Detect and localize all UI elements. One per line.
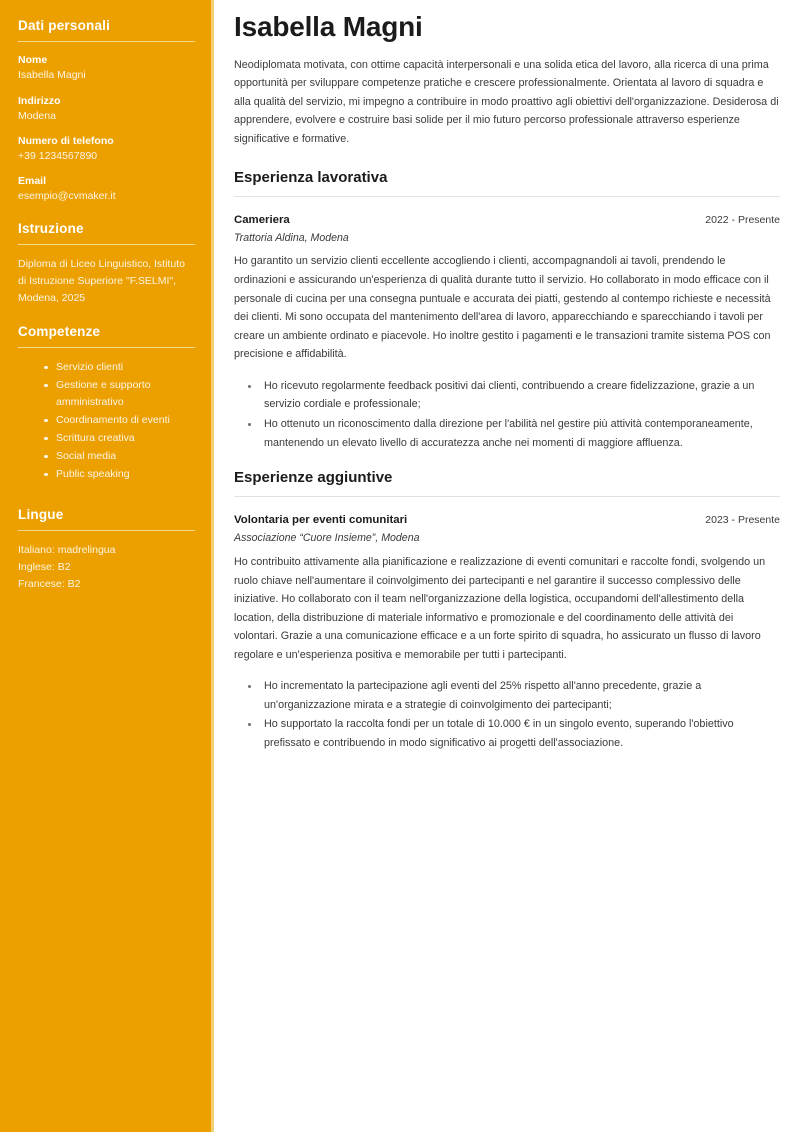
- sidebar-heading-languages: Lingue: [18, 506, 64, 522]
- additional-entry-bullets: [234, 677, 780, 752]
- additional-bullet-item: Ho supportato la raccolta fondi per un totale di 10.000 € in un singolo evento, superando l'obiettivo prefissato e contribuendo in modo significativo ai progetti dell'associazione.: [248, 715, 780, 752]
- additional-entry-title: Volontaria per eventi comunitari: [234, 514, 408, 527]
- sidebar-divider-languages: [18, 530, 195, 531]
- skill-item: Coordinamento di eventi: [44, 412, 195, 429]
- sidebar-heading-education: Istruzione: [18, 220, 84, 236]
- main-content: [214, 0, 800, 1132]
- personal-field-indirizzo: [18, 94, 195, 123]
- sidebar-section-education: [18, 221, 195, 307]
- sidebar-heading-skills: Competenze: [18, 323, 101, 339]
- language-item: Inglese: B2: [18, 561, 71, 574]
- personal-label-indirizzo: Indirizzo: [18, 94, 61, 107]
- sidebar: [0, 0, 214, 1132]
- additional-entry: [234, 513, 780, 752]
- sidebar-section-personal: [18, 18, 195, 204]
- section-divider-additional: [234, 496, 780, 497]
- work-entry-bullets: [234, 377, 780, 452]
- section-divider-work: [234, 196, 780, 197]
- skill-item: Public speaking: [44, 466, 195, 483]
- work-entry-title: Cameriera: [234, 213, 290, 226]
- personal-label-telefono: Numero di telefono: [18, 134, 114, 147]
- work-entry: [234, 213, 780, 452]
- additional-entry-description: Ho contribuito attivamente alla pianificazione e realizzazione di eventi comunitari e raccolte fondi, svolgendo un ruolo chiave nell'aumentare il coinvolgimento dei partecipanti e nel garantire il successo complessivo delle iniziative. Ho collaborato con il team nell'organizzazione della logistica, occupandomi dell'allestimento della location, della distribuzione di materiale informativo e promozionale e del coordinamento delle attività dei volontari. Grazie a una comunicazione efficace e a un forte spirito di squadra, ho assicurato un flusso di lavoro regolare e un'esperienza positiva e memorabile per tutti i partecipanti.: [234, 555, 766, 661]
- sidebar-section-skills: [18, 324, 195, 483]
- skill-item: Scrittura creativa: [44, 430, 195, 447]
- section-heading-work: Esperienza lavorativa: [234, 168, 388, 186]
- candidate-name: Isabella Magni: [234, 11, 423, 42]
- additional-entry-organization: Associazione “Cuore Insieme”, Modena: [234, 532, 420, 545]
- profile-summary: Neodiplomata motivata, con ottime capacità interpersonali e una solida etica del lavoro, alla ricerca di una prima opportunità per sviluppare competenze pratiche e crescere professionalmente. Orientata al lavoro di squadra e alla qualità del servizio, mi impegno a contribuire in modo proattivo agli obiettivi dell'organizzazione. Desiderosa di apprendere, evolvere e costruire basi solide per il mio futuro percorso professionale attraverso esperienze significative e formative.: [234, 58, 779, 146]
- sidebar-section-languages: [18, 507, 195, 593]
- personal-label-nome: Nome: [18, 54, 48, 67]
- personal-field-telefono: [18, 134, 195, 163]
- skill-item: Social media: [44, 448, 195, 465]
- section-heading-additional: Esperienze aggiuntive: [234, 469, 393, 487]
- language-item: Francese: B2: [18, 578, 81, 591]
- section-additional-experience: [234, 469, 780, 752]
- language-item: Italiano: madrelingua: [18, 544, 116, 557]
- personal-field-email: [18, 174, 195, 203]
- personal-value-nome: Isabella Magni: [18, 69, 86, 82]
- sidebar-divider-education: [18, 244, 195, 245]
- additional-bullet-item: Ho incrementato la partecipazione agli eventi del 25% rispetto all'anno precedente, grazie a un'organizzazione mirata e a strategie di coinvolgimento dei partecipanti;: [248, 677, 780, 714]
- personal-label-email: Email: [18, 175, 47, 188]
- sidebar-divider-personal: [18, 41, 195, 42]
- skill-item: Gestione e supporto amministrativo: [44, 377, 195, 411]
- additional-entry-date: 2023 - Presente: [705, 514, 780, 527]
- additional-entry-header: [234, 513, 780, 529]
- personal-value-indirizzo: Modena: [18, 109, 56, 122]
- work-bullet-item: Ho ricevuto regolarmente feedback positivi dai clienti, contribuendo a creare fidelizzazione, grazie a un servizio cordiale e professionale;: [248, 377, 780, 414]
- personal-value-email: esempio@cvmaker.it: [18, 190, 116, 203]
- education-entry: Diploma di Liceo Linguistico, Istituto di Istruzione Superiore "F.SELMI", Modena, 2025: [18, 257, 185, 304]
- personal-field-nome: [18, 53, 195, 82]
- work-bullet-item: Ho ottenuto un riconoscimento dalla direzione per l'abilità nel gestire più attività contemporaneamente, mantenendo un elevato livello di accuratezza anche nei momenti di maggiore affluenza.: [248, 415, 780, 452]
- personal-value-telefono: +39 1234567890: [18, 150, 98, 163]
- section-work-experience: [234, 169, 780, 452]
- skills-list: [18, 359, 195, 483]
- work-entry-organization: Trattoria Aldina, Modena: [234, 231, 349, 244]
- work-entry-description: Ho garantito un servizio clienti eccellente accogliendo i clienti, accompagnandoli ai tavoli, prendendo le ordinazioni e assicurando un'esperienza di qualità durante tutto il servizio. Ho collaborato in modo efficace con il personale di cucina per una consegna puntuale e accurata dei piatti, gestendo al contempo richieste e necessità dei clienti. Mi sono occupata del mantenimento dell'area di lavoro, apparecchiando e sparecchiando i tavoli per creare un ambiente ordinato e piacevole. Ho inoltre gestito i pagamenti e le transazioni tramite sistema POS con precisione e affidabilità.: [234, 255, 771, 361]
- sidebar-heading-personal: Dati personali: [18, 18, 111, 33]
- sidebar-divider-skills: [18, 347, 195, 348]
- work-entry-date: 2022 - Presente: [705, 213, 780, 226]
- work-entry-header: [234, 213, 780, 229]
- skill-item: Servizio clienti: [44, 359, 195, 376]
